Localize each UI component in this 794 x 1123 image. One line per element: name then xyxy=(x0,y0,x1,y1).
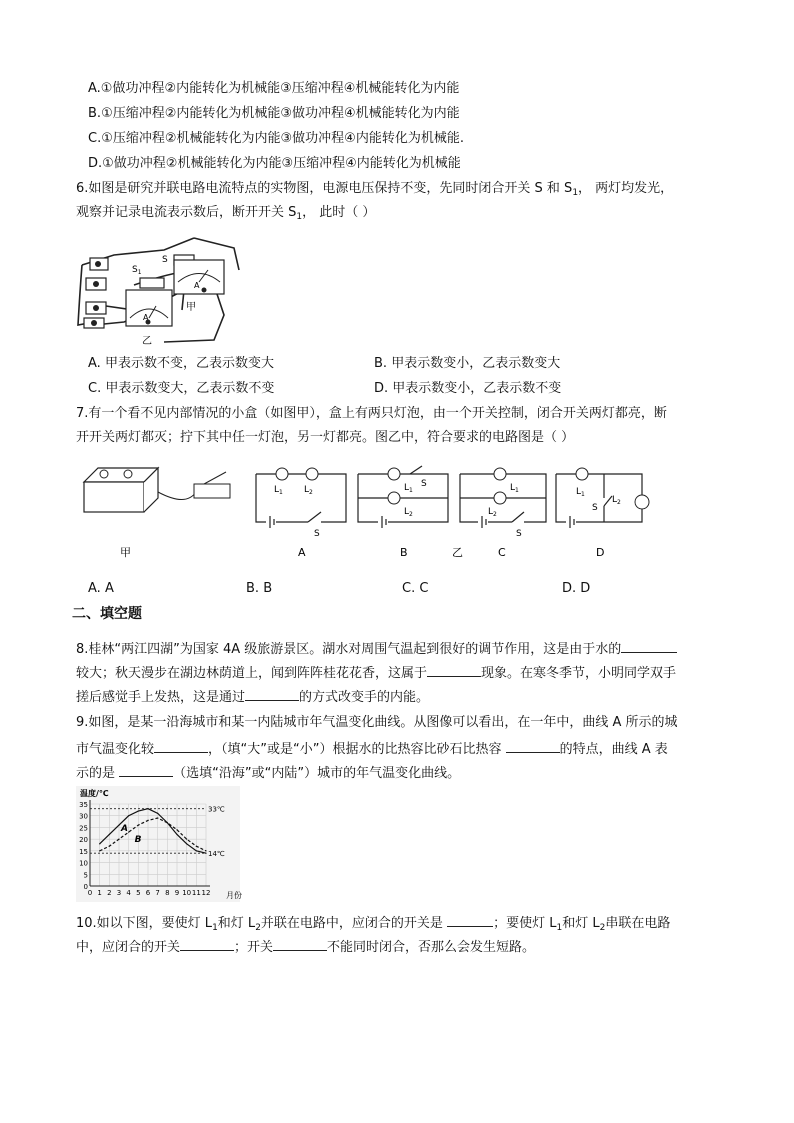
option-text: D xyxy=(580,581,591,596)
subscript: 2 xyxy=(255,923,261,933)
l2-label: $L_2$ xyxy=(612,495,621,506)
answer-blank[interactable] xyxy=(447,912,493,927)
text: 和灯 L xyxy=(217,916,256,931)
x-tick-label: 7 xyxy=(155,889,160,897)
subscript: 1 xyxy=(572,188,579,198)
answer-blank[interactable] xyxy=(427,662,481,677)
data-point xyxy=(109,846,110,847)
option-label: C. xyxy=(402,581,416,596)
ammeter-yi-label: 乙 xyxy=(142,336,152,347)
data-point xyxy=(205,853,206,854)
option-label: C. xyxy=(88,131,102,146)
series-label: B xyxy=(134,835,142,846)
option-label: B. xyxy=(246,581,260,596)
label-jia: 甲 xyxy=(120,546,131,559)
option-text: ①压缩冲程②机械能转化为内能③做功冲程④内能转化为机械能. xyxy=(101,131,464,146)
option-label: A. xyxy=(88,581,101,596)
q9-line3 xyxy=(76,762,460,783)
data-point xyxy=(186,839,187,840)
box-figure xyxy=(84,468,158,512)
q10-line1 xyxy=(76,912,670,937)
x-tick-label: 8 xyxy=(165,889,170,897)
section-heading: 二、填空题 xyxy=(72,606,142,622)
q6-option-a xyxy=(88,355,274,373)
y-tick-label: 0 xyxy=(83,883,88,891)
data-point xyxy=(196,846,197,847)
subscript: 1 xyxy=(212,923,218,933)
answer-blank[interactable] xyxy=(245,686,299,701)
x-tick-label: 12 xyxy=(201,889,211,897)
data-point xyxy=(176,829,177,830)
option-text: 甲表示数变大，乙表示数不变 xyxy=(105,381,275,396)
q5-option-a xyxy=(88,80,459,98)
x-axis-unit-label: 月份 xyxy=(226,891,242,900)
label-yi: 乙 xyxy=(452,546,463,559)
text: ；要使灯 L xyxy=(493,916,557,931)
option-label: A. xyxy=(88,356,101,371)
circuit-b xyxy=(358,466,448,528)
x-tick-label: 0 xyxy=(87,889,93,897)
q8-line1 xyxy=(76,638,677,659)
data-point xyxy=(176,834,177,835)
option-text: ①压缩冲程②内能转化为机械能③做功冲程④机械能转化为内能 xyxy=(101,106,460,121)
label-b: B xyxy=(400,546,408,559)
l1-label: $L_1$ xyxy=(404,483,413,494)
data-point xyxy=(167,822,168,823)
x-tick-label: 4 xyxy=(126,889,131,897)
q7-option-a xyxy=(88,580,114,598)
switch-label: S xyxy=(421,479,427,489)
text: （选填“沿海”或“内陆”）城市的年气温变化曲线。 xyxy=(173,766,461,781)
data-point xyxy=(186,843,187,844)
text: 的特点，曲线 A 表 xyxy=(559,742,668,757)
answer-blank[interactable] xyxy=(273,936,327,951)
q5-option-d xyxy=(88,155,461,173)
text: 市气温变化较 xyxy=(76,742,155,757)
q9-line2 xyxy=(76,738,668,759)
ammeter-jia-label: 甲 xyxy=(186,302,196,313)
label-d: D xyxy=(596,546,605,559)
text: 6.如图是研究并联电路电流特点的实物图，电源电压保持不变，先同时闭合开关 S 和 S xyxy=(76,181,573,196)
y-tick-label: 35 xyxy=(79,801,88,809)
data-point xyxy=(128,832,129,833)
answer-blank[interactable] xyxy=(506,738,560,753)
text: ， 此时（ ） xyxy=(302,205,376,220)
q10-line2 xyxy=(76,936,535,957)
option-label: D. xyxy=(374,381,389,396)
option-text: A xyxy=(104,581,114,596)
y-tick-label: 20 xyxy=(79,836,88,845)
data-point xyxy=(109,834,110,835)
q7-option-b xyxy=(246,580,272,598)
switch-label: S xyxy=(314,529,320,539)
option-label: B. xyxy=(88,106,102,121)
subscript: 2 xyxy=(599,923,606,933)
option-text: ①做功冲程②机械能转化为内能③压缩冲程④内能转化为机械能 xyxy=(102,156,461,171)
text: 的方式改变手的内能。 xyxy=(299,690,430,705)
q9-line1: 9.如图，是某一沿海城市和某一内陆城市年气温变化曲线。从图像可以看出，在一年中，曲线 A 所示的城 xyxy=(76,715,678,730)
q6-stem-line2 xyxy=(76,204,375,226)
text: ；开关 xyxy=(234,940,274,955)
data-point xyxy=(99,843,100,844)
ammeter-a-label: A xyxy=(194,281,200,290)
q6-stem-line1 xyxy=(76,180,673,202)
y-tick-label: 25 xyxy=(79,824,88,833)
option-label: A. xyxy=(88,81,101,96)
switch-label: S xyxy=(592,503,598,513)
data-point xyxy=(147,820,148,821)
q8-line2 xyxy=(76,662,676,683)
text: 搓后感觉手上发热，这是通过 xyxy=(76,690,246,705)
data-point xyxy=(118,839,119,840)
temperature-chart xyxy=(76,786,240,902)
text: 中，应闭合的开关 xyxy=(76,940,181,955)
x-tick-label: 3 xyxy=(116,889,122,897)
text: 观察并记录电流表示数后，断开开关 S xyxy=(76,205,297,220)
text: 较大；秋天漫步在湖边林荫道上，闻到阵阵桂花花香，这属于 xyxy=(76,666,428,681)
data-point xyxy=(128,815,129,816)
text: ，（填“大”或是“小”）根据水的比热容比砂石比热容 xyxy=(208,742,506,757)
text: 现象。在寒冬季节，小明同学双手 xyxy=(481,666,677,681)
data-point xyxy=(147,808,148,809)
option-text: 甲表示数不变，乙表示数变大 xyxy=(104,356,274,371)
text: 8.桂林“两江四湖”为国家 4A 级旅游景区。湖水对周围气温起到很好的调节作用，这是由于水的 xyxy=(76,642,622,657)
option-label: C. xyxy=(88,381,102,396)
reference-line-label: 33℃ xyxy=(208,805,225,814)
ammeter-a-label: A xyxy=(143,313,149,322)
option-text: 甲表示数变小，乙表示数变大 xyxy=(391,356,561,371)
l2-label: $L_2$ xyxy=(404,507,413,518)
text: 示的是 xyxy=(76,766,120,781)
l1-label: $L_1$ xyxy=(576,487,585,498)
series-line-a xyxy=(100,809,206,854)
series-label: A xyxy=(121,824,128,835)
q7-stem-line2: 开开关两灯都灭；拧下其中任一灯泡，另一灯都亮。图乙中，符合要求的电路图是（ ） xyxy=(76,430,575,445)
x-tick-label: 11 xyxy=(191,889,201,897)
option-text: 甲表示数变小，乙表示数不变 xyxy=(392,381,562,396)
option-label: B. xyxy=(374,356,388,371)
y-axis-label: 温度/℃ xyxy=(80,789,109,798)
x-tick-label: 1 xyxy=(97,889,102,897)
text: 10.如以下图，要使灯 L xyxy=(76,916,213,931)
data-point xyxy=(196,850,197,851)
label-c: C xyxy=(498,546,506,559)
subscript: 1 xyxy=(296,212,303,222)
answer-blank[interactable] xyxy=(180,936,234,951)
option-text: C xyxy=(419,581,429,596)
y-tick-label: 30 xyxy=(79,812,88,821)
x-tick-label: 10 xyxy=(182,889,192,897)
option-text: ①做功冲程②内能转化为机械能③压缩冲程④机械能转化为内能 xyxy=(100,81,460,96)
label-a: A xyxy=(298,546,306,559)
data-point xyxy=(138,810,139,811)
switch-label: S xyxy=(516,529,522,539)
l2-label: $L_2$ xyxy=(304,485,313,496)
data-point xyxy=(118,824,119,825)
q7-circuits-figure xyxy=(76,462,662,568)
q6-circuit-figure xyxy=(74,230,234,348)
data-point xyxy=(138,824,139,825)
x-tick-label: 6 xyxy=(145,889,151,897)
text: 不能同时闭合，否那么会发生短路。 xyxy=(327,940,536,955)
answer-blank[interactable] xyxy=(119,762,173,777)
answer-blank[interactable] xyxy=(621,638,677,653)
y-tick-label: 5 xyxy=(83,871,88,880)
q7-option-d xyxy=(562,580,590,598)
option-label: D. xyxy=(88,156,103,171)
l1-label: $L_1$ xyxy=(510,483,519,494)
data-point xyxy=(157,817,158,818)
reference-line-label: 14℃ xyxy=(208,850,225,859)
q6-option-c xyxy=(88,380,274,398)
answer-blank[interactable] xyxy=(154,738,208,753)
text: 和灯 L xyxy=(562,916,600,931)
circuit-a xyxy=(256,474,346,528)
option-text: B xyxy=(263,581,273,596)
q6-option-b xyxy=(374,355,560,373)
x-tick-label: 5 xyxy=(136,889,141,897)
y-tick-label: 15 xyxy=(79,847,88,856)
option-label: D. xyxy=(562,581,577,596)
text: 并联在电路中，应闭合的开关是 xyxy=(260,916,448,931)
text: ， 两灯均发光， xyxy=(578,181,674,196)
data-point xyxy=(99,850,100,851)
text: 串联在电路 xyxy=(605,916,671,931)
q8-line3 xyxy=(76,686,429,707)
subscript: 1 xyxy=(556,923,563,933)
l1-label: $L_1$ xyxy=(274,485,283,496)
switch-s-label: S xyxy=(162,255,168,265)
q7-option-c xyxy=(402,580,428,598)
switch-s1-label: $S_1$ xyxy=(132,265,142,276)
l2-label: $L_2$ xyxy=(488,507,497,518)
q5-option-c xyxy=(88,130,464,148)
circuit-d xyxy=(556,474,642,528)
data-point xyxy=(205,850,206,851)
q7-stem-line1: 7.有一个看不见内部情况的小盒（如图甲），盒上有两只灯泡，由一个开关控制，闭合开关两灯都亮，断 xyxy=(76,406,667,421)
q6-option-d xyxy=(374,380,561,398)
y-tick-label: 10 xyxy=(79,859,88,868)
x-tick-label: 9 xyxy=(174,889,180,897)
x-tick-label: 2 xyxy=(107,889,112,897)
data-point xyxy=(157,813,158,814)
q5-option-b xyxy=(88,105,460,123)
